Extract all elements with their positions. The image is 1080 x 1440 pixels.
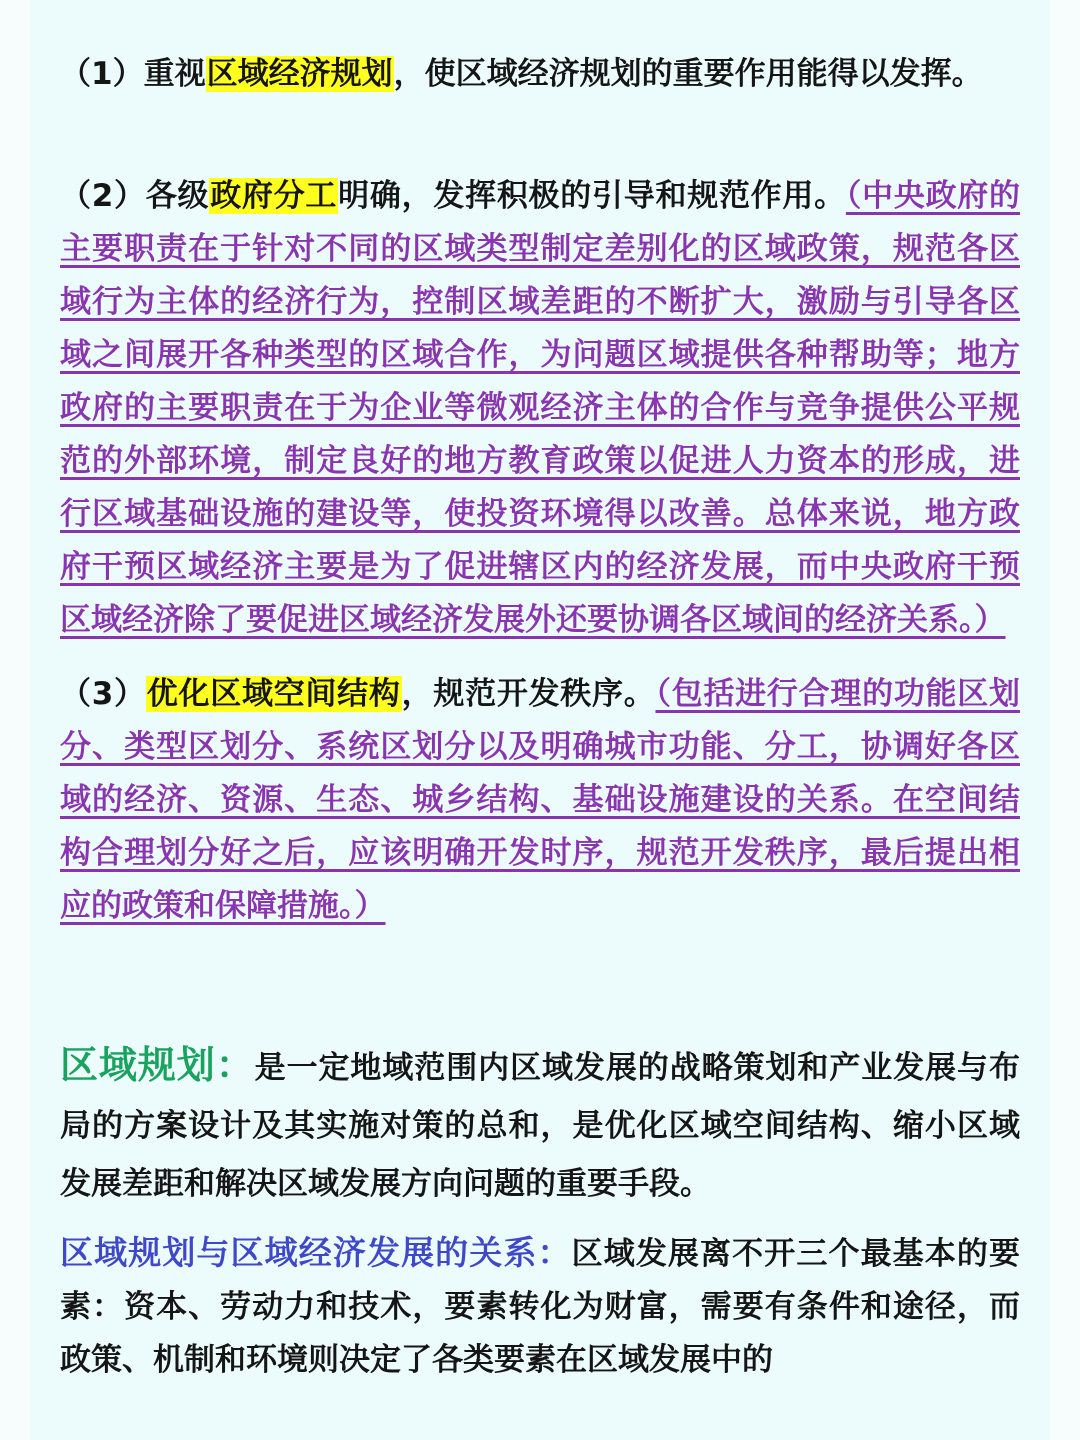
item-3: [60, 668, 1020, 933]
item-3-text: ，规范开发秩序。: [401, 676, 656, 712]
item-1-highlight: 区域经济规划: [206, 56, 393, 92]
relation-term: 区域规划与区域经济发展的关系：: [60, 1233, 572, 1272]
definition-text: 是一定地域范围内区域发展的战略策划和产业发展与布局的方案设计及其实施对策的总和，是优化区域空间结构、缩小区域发展差距和解决区域发展方向问题的重要手段。: [60, 1050, 1020, 1202]
item-3-note: （包括进行合理的功能区划分、类型区划分、系统区划分以及明确城市功能、分工，协调好各区域的经济、资源、生态、城乡结构、基础设施建设的关系。在空间结构合理划分好之后，应该明确开发时序，规范开发秩序，最后提出相应的政策和保障措施。）: [60, 676, 1021, 924]
item-2-text: 明确，发挥积极的引导和规范作用。: [338, 178, 846, 214]
item-3-highlight: 优化区域空间结构: [146, 676, 401, 712]
item-2-highlight: 政府分工: [210, 178, 338, 214]
relation-text: 区域发展离不开三个最基本的要素：资本、劳动力和技术，要素转化为财富，需要有条件和途径，而政策、机制和环境则决定了各类要素在区域发展中的: [60, 1236, 1021, 1378]
page-card: [30, 0, 1050, 1440]
item-2-prefix: （2）各级: [60, 178, 210, 214]
item-2-note: （中央政府的主要职责在于针对不同的区域类型制定差别化的区域政策，规范各区域行为主体的经济行为，控制区域差距的不断扩大，激励与引导各区域之间展开各种类型的区域合作，为问题区域提供各种帮助等；地方政府的主要职责在于为企业等微观经济主体的合作与竞争提供公平规范的外部环境，制定良好的地方教育政策以促进人力资本的形成，进行区域基础设施的建设等，使投资环境得以改善。总体来说，地方政府干预区域经济主要是为了促进辖区内的经济发展，而中央政府干预区域经济除了要促进区域经济发展外还要协调各区域间的经济关系。）: [60, 178, 1021, 638]
item-1-text: ，使区域经济规划的重要作用能得以发挥。: [393, 56, 983, 92]
definition-paragraph: [60, 1036, 1020, 1213]
item-1: [60, 48, 1020, 100]
item-1-prefix: （1）重视: [60, 56, 206, 92]
item-3-prefix: （3）: [60, 676, 146, 712]
item-2: [60, 170, 1020, 647]
definition-term: 区域规划：: [60, 1043, 255, 1087]
relation-paragraph: [60, 1226, 1020, 1387]
